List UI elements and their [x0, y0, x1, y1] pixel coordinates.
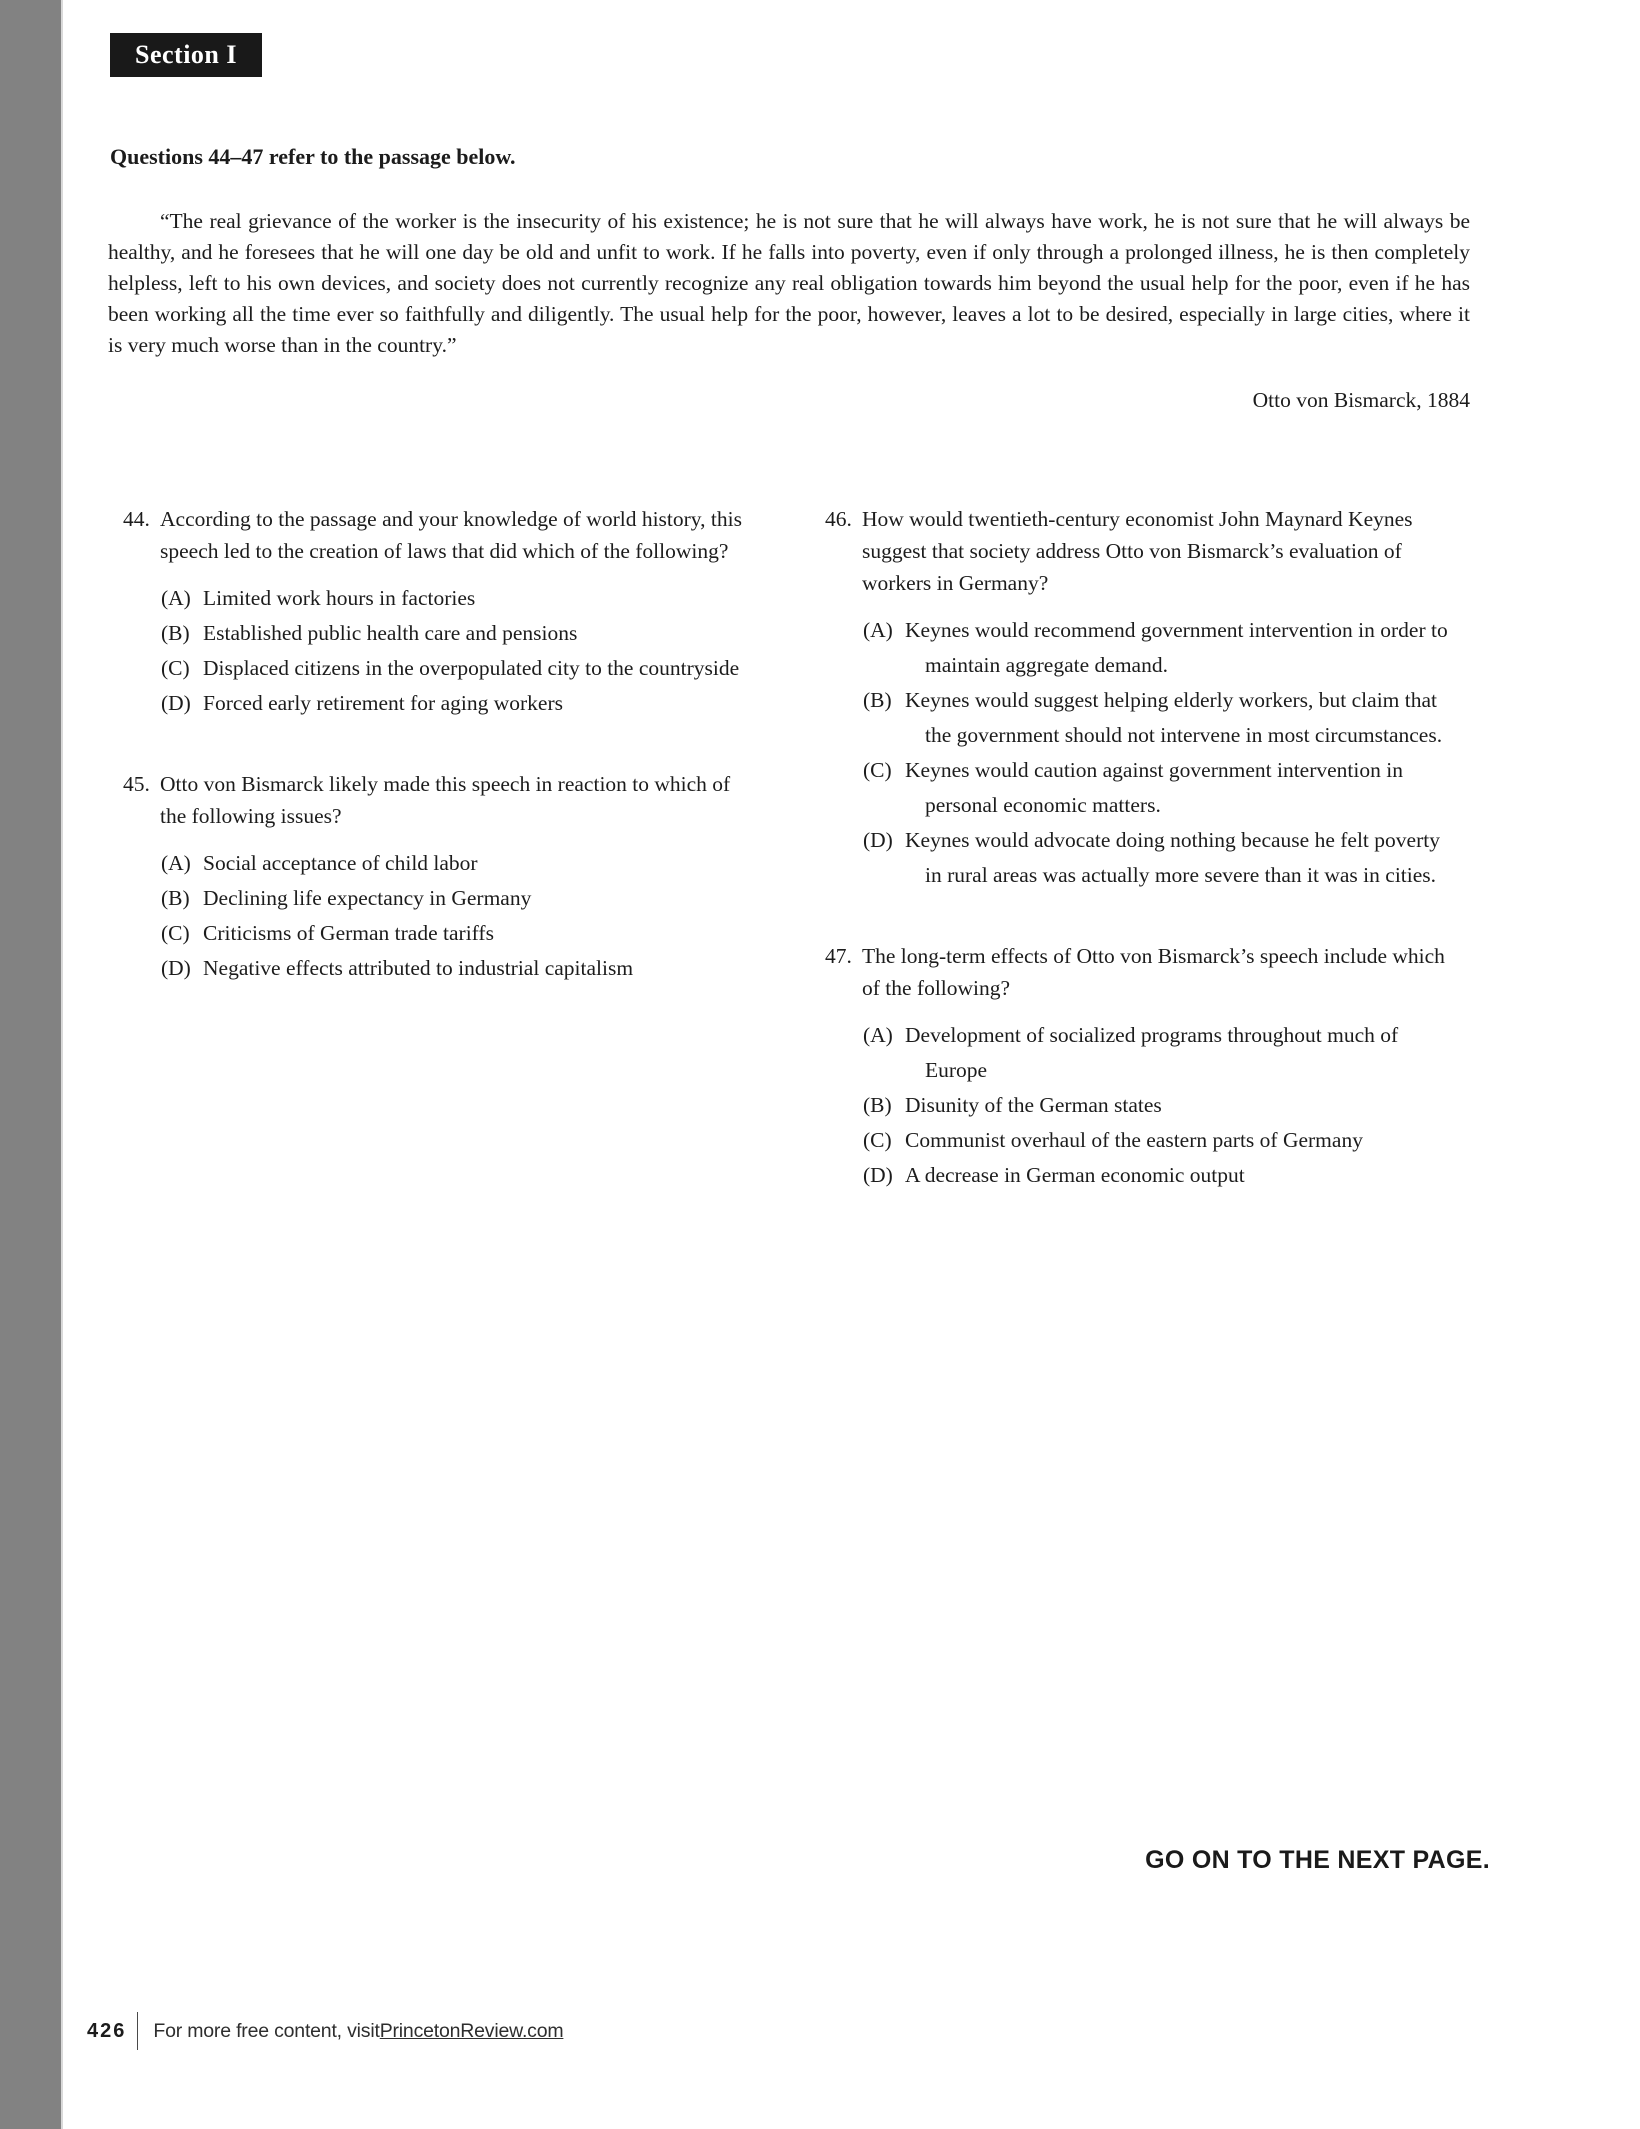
answer-option	[863, 1123, 1457, 1158]
answer-option	[863, 823, 1457, 893]
question-stem	[825, 503, 1457, 599]
section-label: Section I	[135, 40, 237, 69]
option-letter: (C)	[161, 921, 190, 945]
option-letter: (B)	[863, 688, 892, 712]
question-number: 45.	[123, 772, 150, 796]
question	[123, 768, 755, 986]
option-letter: (D)	[863, 1163, 893, 1187]
answer-option	[161, 951, 755, 986]
section-label-box	[110, 33, 262, 77]
footer-promo-text: For more free content, visit	[153, 2019, 380, 2042]
option-letter: (B)	[161, 621, 190, 645]
answer-option	[863, 753, 1457, 823]
page-number: 426	[87, 2019, 127, 2042]
answer-options	[123, 581, 755, 721]
questions-column-left	[123, 503, 755, 1240]
option-letter: (D)	[161, 691, 191, 715]
question-text: Otto von Bismarck likely made this speech in reaction to which of the following issues?	[160, 772, 731, 828]
answer-option	[863, 683, 1457, 753]
option-text: Forced early retirement for aging workers	[203, 691, 563, 715]
option-text: Keynes would recommend government intervention in order to maintain aggregate demand.	[905, 618, 1448, 677]
option-text: Limited work hours in factories	[203, 586, 476, 610]
passage-intro: Questions 44–47 refer to the passage below.	[110, 144, 516, 169]
answer-option	[161, 916, 755, 951]
answer-options	[825, 613, 1457, 893]
question-stem	[123, 768, 755, 832]
question-stem	[123, 503, 755, 567]
option-text: Keynes would suggest helping elderly workers, but claim that the government should not intervene in most circumstances.	[905, 688, 1443, 747]
question	[825, 503, 1457, 893]
option-text: Declining life expectancy in Germany	[203, 886, 532, 910]
option-letter: (A)	[863, 1023, 893, 1047]
option-text: Communist overhaul of the eastern parts of Germany	[905, 1128, 1363, 1152]
question	[825, 940, 1457, 1193]
option-text: Keynes would caution against government intervention in personal economic matters.	[905, 758, 1403, 817]
option-letter: (D)	[863, 828, 893, 852]
answer-option	[863, 1018, 1457, 1088]
question-text: The long-term effects of Otto von Bismarck’s speech include which of the following?	[862, 944, 1445, 1000]
option-text: A decrease in German economic output	[905, 1163, 1245, 1187]
answer-options	[123, 846, 755, 986]
option-text: Established public health care and pensions	[203, 621, 578, 645]
answer-option	[161, 846, 755, 881]
option-text: Keynes would advocate doing nothing because he felt poverty in rural areas was actually more severe than it was in cities.	[905, 828, 1440, 887]
footer-promo-link[interactable]: PrincetonReview.com	[379, 2019, 564, 2042]
go-on-instruction: GO ON TO THE NEXT PAGE.	[1145, 1846, 1490, 1874]
option-letter: (A)	[161, 586, 191, 610]
page-edge-strip	[0, 0, 63, 2129]
option-letter: (D)	[161, 956, 191, 980]
question-text: According to the passage and your knowledge of world history, this speech led to the creation of laws that did which of the following?	[160, 507, 742, 563]
question-number: 47.	[825, 944, 852, 968]
option-letter: (B)	[161, 886, 190, 910]
answer-option	[161, 881, 755, 916]
questions-area	[123, 503, 1470, 1240]
option-text: Development of socialized programs throughout much of Europe	[905, 1023, 1399, 1082]
passage-attribution: Otto von Bismarck, 1884	[1252, 388, 1470, 412]
page-footer	[87, 2012, 563, 2050]
option-text: Negative effects attributed to industrial capitalism	[203, 956, 634, 980]
option-letter: (B)	[863, 1093, 892, 1117]
option-text: Disunity of the German states	[905, 1093, 1162, 1117]
questions-column-right	[825, 503, 1457, 1240]
option-letter: (C)	[161, 656, 190, 680]
answer-option	[161, 686, 755, 721]
answer-option	[863, 1088, 1457, 1123]
option-text: Social acceptance of child labor	[203, 851, 478, 875]
passage-text: “The real grievance of the worker is the insecurity of his existence; he is not sure that he will always have work, he is not sure that he will always be healthy, and he foresees that he will one day be old and unfit to work. If he falls into poverty, even if only through a prolonged illness, he is then completely helpless, left to his own devices, and society does not currently recognize any real obligation towards him beyond the usual help for the poor, even if he has been working all the time ever so faithfully and diligently. The usual help for the poor, however, leaves a lot to be desired, especially in large cities, where it is very much worse than in the country.”	[108, 209, 1470, 357]
option-letter: (A)	[161, 851, 191, 875]
answer-option	[161, 581, 755, 616]
option-letter: (A)	[863, 618, 893, 642]
answer-option	[161, 616, 755, 651]
question	[123, 503, 755, 721]
answer-options	[825, 1018, 1457, 1193]
option-text: Criticisms of German trade tariffs	[203, 921, 494, 945]
question-number: 46.	[825, 507, 852, 531]
option-letter: (C)	[863, 1128, 892, 1152]
answer-option	[863, 1158, 1457, 1193]
question-number: 44.	[123, 507, 150, 531]
option-text: Displaced citizens in the overpopulated city to the countryside	[203, 656, 740, 680]
question-stem	[825, 940, 1457, 1004]
option-letter: (C)	[863, 758, 892, 782]
answer-option	[863, 613, 1457, 683]
answer-option	[161, 651, 755, 686]
footer-divider	[137, 2012, 138, 2050]
question-text: How would twentieth-century economist John Maynard Keynes suggest that society address Otto von Bismarck’s evaluation of workers in Germany?	[862, 507, 1413, 595]
